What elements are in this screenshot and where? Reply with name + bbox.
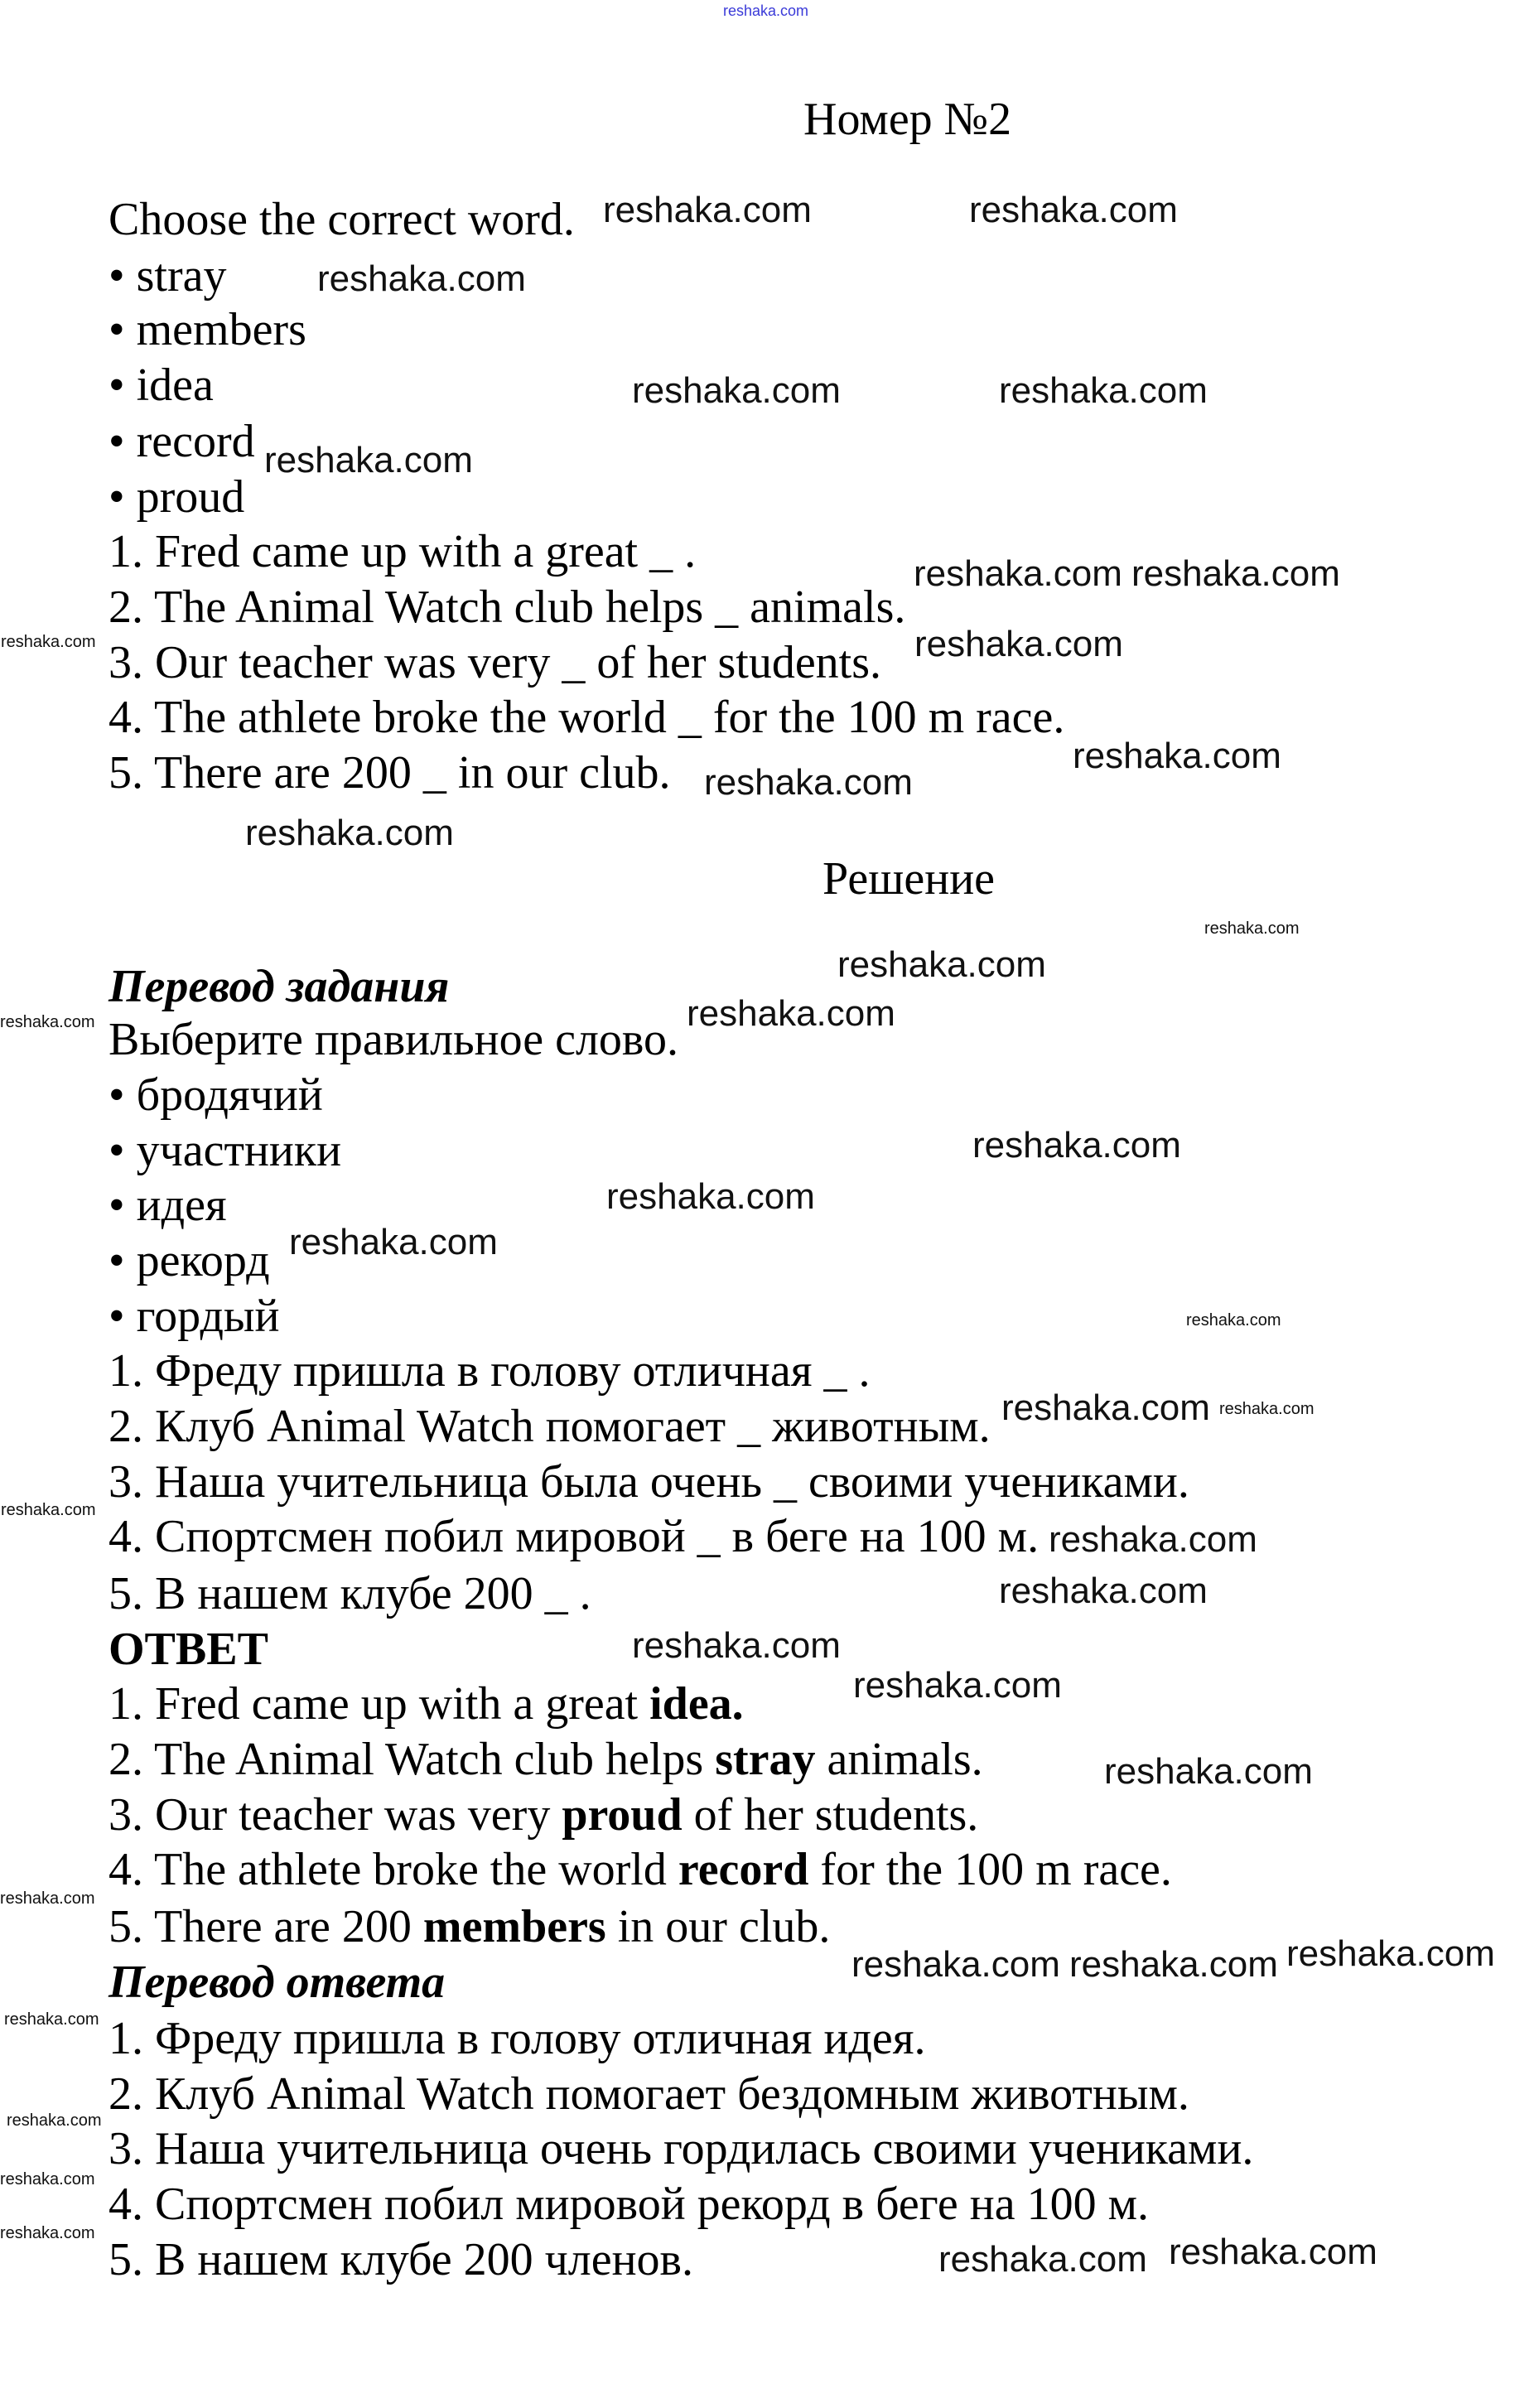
watermark: reshaka.com [723, 2, 809, 19]
word-option: • stray [109, 250, 227, 302]
answer-text: for the 100 m race. [808, 1844, 1172, 1895]
watermark: reshaka.com [1, 1501, 96, 1519]
answer-heading: ОТВЕТ [109, 1624, 268, 1675]
answer-word: stray [715, 1734, 816, 1785]
watermark: reshaka.com [317, 258, 526, 299]
answer-word: record [678, 1844, 809, 1895]
answer-word: proud [562, 1789, 683, 1841]
watermark: reshaka.com [4, 2010, 99, 2029]
watermark: reshaka.com [1286, 1933, 1495, 1974]
page-title: Номер №2 [803, 94, 1012, 145]
answer-sentence [109, 1734, 983, 1785]
watermark: reshaka.com [938, 2239, 1147, 2280]
task-sentence: 3. Our teacher was very _ of her students. [109, 637, 882, 688]
watermark: reshaka.com [853, 1665, 1062, 1706]
watermark: reshaka.com [1219, 1400, 1315, 1418]
translation-word: • бродячий [109, 1069, 323, 1121]
translation-sentence: 4. Спортсмен побил мировой _ в беге на 100 м. [109, 1511, 1040, 1562]
watermark: reshaka.com [1, 633, 96, 651]
answer-sentence [109, 1844, 1172, 1895]
answer-translation-sentence: 1. Фреду пришла в голову отличная идея. [109, 2013, 926, 2064]
watermark: reshaka.com [603, 190, 812, 230]
translation-instruction: Выберите правильное слово. [109, 1014, 678, 1065]
watermark: reshaka.com [0, 1013, 95, 1031]
watermark: reshaka.com [606, 1176, 815, 1217]
word-option: • record [109, 416, 255, 467]
answer-text: 1. Fred came up with a great [109, 1678, 650, 1730]
watermark: reshaka.com [972, 1125, 1181, 1165]
watermark: reshaka.com [632, 1625, 841, 1666]
answer-word: idea. [649, 1678, 744, 1730]
watermark: reshaka.com [289, 1222, 498, 1262]
translation-sentence: 3. Наша учительница была очень _ своими учениками. [109, 1456, 1189, 1508]
watermark: reshaka.com [245, 813, 454, 853]
answer-translation-heading: Перевод ответа [109, 1957, 446, 2008]
watermark: reshaka.com [999, 370, 1208, 411]
answer-sentence [109, 1789, 978, 1841]
watermark: reshaka.com [1204, 919, 1300, 938]
watermark: reshaka.com [264, 440, 473, 480]
watermark: reshaka.com [0, 1889, 95, 1908]
task-sentence: 5. There are 200 _ in our club. [109, 747, 671, 799]
watermark: reshaka.com [851, 1944, 1060, 1985]
watermark: reshaka.com [1131, 553, 1340, 594]
answer-text: 4. The athlete broke the world [109, 1844, 678, 1895]
answer-text: of her students. [682, 1789, 979, 1841]
task-sentence: 4. The athlete broke the world _ for the 100 m race. [109, 692, 1065, 743]
answer-translation-sentence: 2. Клуб Animal Watch помогает бездомным животным. [109, 2068, 1189, 2120]
task-sentence: 1. Fred came up with a great _ . [109, 526, 697, 577]
translation-sentence: 2. Клуб Animal Watch помогает _ животным. [109, 1401, 991, 1452]
answer-translation-sentence: 5. В нашем клубе 200 членов. [109, 2234, 693, 2285]
watermark: reshaka.com [687, 993, 895, 1034]
watermark: reshaka.com [0, 2170, 95, 2188]
watermark: reshaka.com [1049, 1519, 1257, 1560]
watermark: reshaka.com [914, 553, 1122, 594]
watermark: reshaka.com [632, 370, 841, 411]
answer-sentence [109, 1901, 830, 1952]
word-option: • members [109, 304, 306, 355]
watermark: reshaka.com [1073, 736, 1281, 776]
watermark: reshaka.com [1169, 2232, 1377, 2272]
answer-text: animals. [815, 1734, 983, 1785]
answer-translation-sentence: 4. Спортсмен побил мировой рекорд в беге на 100 м. [109, 2179, 1150, 2230]
word-option: • idea [109, 360, 214, 411]
task-translation-heading: Перевод задания [109, 961, 450, 1012]
solution-heading: Решение [822, 853, 996, 905]
answer-sentence [109, 1678, 744, 1730]
word-option: • proud [109, 471, 245, 523]
answer-word: members [422, 1901, 606, 1952]
translation-word: • гордый [109, 1291, 280, 1342]
translation-sentence: 1. Фреду пришла в голову отличная _ . [109, 1345, 871, 1397]
watermark: reshaka.com [969, 190, 1178, 230]
watermark: reshaka.com [0, 2224, 95, 2242]
task-instruction: Choose the correct word. [109, 194, 575, 245]
watermark: reshaka.com [999, 1571, 1208, 1611]
answer-text: in our club. [605, 1901, 831, 1952]
watermark: reshaka.com [1001, 1387, 1210, 1428]
answer-text: 3. Our teacher was very [109, 1789, 562, 1841]
watermark: reshaka.com [1104, 1751, 1313, 1792]
answer-text: 5. There are 200 [109, 1901, 423, 1952]
translation-sentence: 5. В нашем клубе 200 _ . [109, 1568, 591, 1619]
answer-text: 2. The Animal Watch club helps [109, 1734, 716, 1785]
watermark: reshaka.com [704, 762, 913, 803]
translation-word: • рекорд [109, 1235, 270, 1286]
answer-translation-sentence: 3. Наша учительница очень гордилась своими учениками. [109, 2123, 1254, 2174]
watermark: reshaka.com [837, 944, 1046, 985]
watermark: reshaka.com [914, 624, 1123, 664]
watermark: reshaka.com [1186, 1311, 1281, 1329]
watermark: reshaka.com [7, 2111, 102, 2130]
translation-word: • участники [109, 1125, 342, 1176]
watermark: reshaka.com [1069, 1944, 1278, 1985]
task-sentence: 2. The Animal Watch club helps _ animals. [109, 581, 906, 633]
translation-word: • идея [109, 1180, 227, 1231]
